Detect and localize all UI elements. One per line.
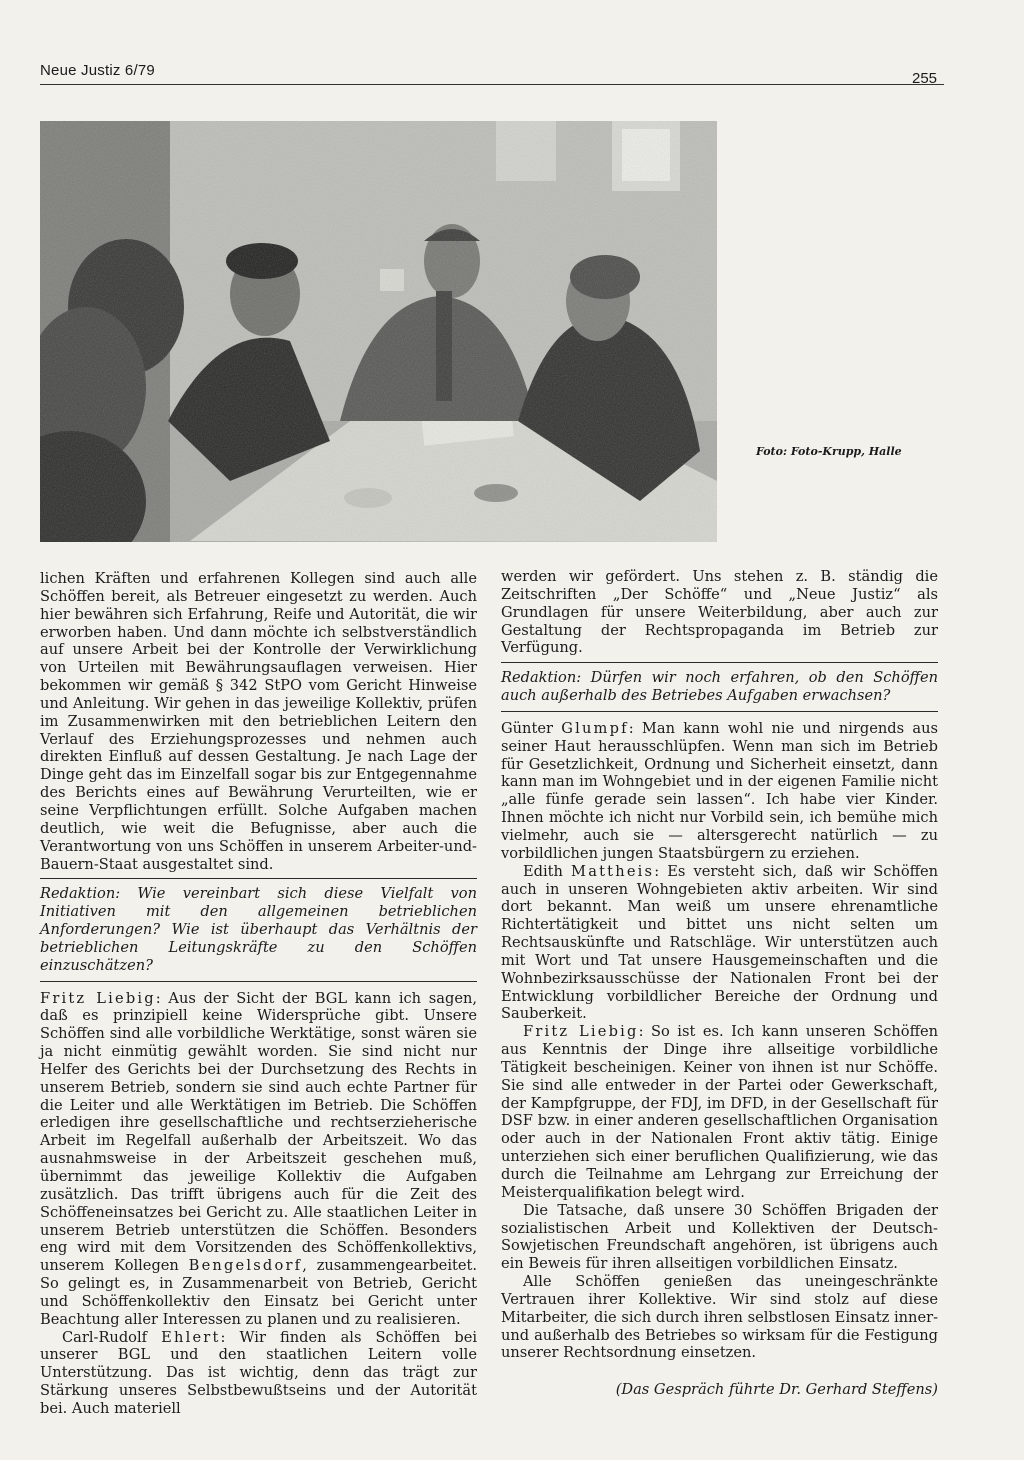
left-column bbox=[40, 570, 477, 1418]
body-paragraph bbox=[501, 720, 938, 863]
speaker-first-name: Carl-Rudolf bbox=[62, 1328, 148, 1346]
sign-off: (Das Gespräch führte Dr. Gerhard Steffens) bbox=[615, 1381, 938, 1398]
speaker-name: Glumpf bbox=[561, 719, 629, 737]
speaker-name: Mattheis bbox=[571, 862, 655, 880]
body-paragraph bbox=[40, 990, 477, 1329]
body-paragraph bbox=[501, 863, 938, 1024]
paragraph-text: : Man kann wohl nie und nirgends aus seiner Haut herausschlüpfen. Wenn man sich im Betrieb für Gesetzlichkeit, Ordnung und Sicherheit einsetzt, dann kann man im Wohngebiet und in der eigenen Familie nicht „alle fünfe gerade sein lassen“. Ich habe vier Kinder. Ihnen möchte ich nicht nur Vorbild sein, ich bemühe mich vielmehr, auch sie — altersgerecht natürlich — zu vorbildlichen jungen Staatsbürgern zu erziehen. bbox=[501, 719, 938, 862]
paragraph-text: : Wir finden als Schöffen bei unserer BGL und den staatlichen Leitern volle Unterstützung. Das ist wichtig, denn das trägt zur Stärkung unseres Selbstbewußtseins und der Autorität bei. Auch materiell bbox=[40, 1328, 478, 1417]
body-paragraph: lichen Kräften und erfahrenen Kollegen sind auch alle Schöffen bereit, als Betreuer eingesetzt zu werden. Auch hier bewähren sich Erfahrung, Reife und Autorität, die wir erworben haben. Und dann möchte ich selbstverständlich auf unsere Arbeit bei der Kontrolle der Verwirklichung von Urteilen mit Bewährungsauflagen verweisen. Hier bekommen wir gemäß § 342 StPO vom Gericht Hinweise und Anleitung. Wir gehen in das jeweilige Kollektiv, prüfen im Zusammenwirken mit den betrieblichen Leitern den Verlauf des Erziehungsprozesses und nehmen auch direkten Einfluß auf dessen Gestaltung. Je nach Lage der Dinge geht das im Einzelfall sogar bis zur Entgegennahme des Berichts eines auf Bewährung Verurteilten, wie er seine Verpflichtungen erfüllt. Solche Aufgaben machen deutlich, wie weit die Befugnisse, aber auch die Verantwortung von uns Schöffen in unserem Arbeiter-und-Bauern-Staat ausgestaltet sind. bbox=[40, 570, 477, 873]
meeting-photo bbox=[40, 121, 717, 542]
right-column bbox=[501, 568, 938, 1362]
paragraph-text: : Es versteht sich, daß wir Schöffen auch in unseren Wohngebieten aktiv arbeiten. Wir sind dort bekannt. Man weiß um unsere ehrenamtliche Richtertätigkeit und bittet uns nicht selten um Rechtsauskünfte und Ratschläge. Wir unterstützen auch mit Wort und Tat unsere Hausgemeinschaften und die Wohnbezirksausschüsse der Nationalen Front bei der Entwicklung vorbildlicher Bereiche der Ordnung und Sauberkeit. bbox=[501, 862, 939, 1023]
speaker-first-name: Günter bbox=[501, 719, 553, 737]
rule bbox=[501, 662, 938, 663]
speaker-name: Ehlert bbox=[161, 1328, 221, 1346]
body-paragraph: Alle Schöffen genießen das uneingeschränkte Vertrauen ihrer Kollektive. Wir sind stolz auf diese Mitarbeiter, die sich durch ihren selbstlosen Einsatz inner- und außerhalb des Betriebes so wirksam für die Festigung unserer Rechtsordnung einsetzen. bbox=[501, 1273, 938, 1362]
paragraph-text: , zusammengearbeitet. So gelingt es, in Zusammenarbeit von Betrieb, Gericht und Schöffenkollektiv den Einsatz bei Gericht unter Beachtung aller Interessen zu planen und zu realisieren. bbox=[40, 1257, 477, 1328]
page-number: 255 bbox=[912, 70, 938, 87]
rule bbox=[40, 981, 477, 982]
editorial-question: Redaktion: Wie vereinbart sich diese Vielfalt von Initiativen mit den allgemeinen betrieblichen Anforderungen? Wie ist überhaupt das Verhältnis der betrieblichen Leitungskräfte zu den Schöffen einzuschätzen? bbox=[40, 885, 477, 974]
body-paragraph bbox=[501, 1023, 938, 1201]
journal-title: Neue Justiz 6/79 bbox=[40, 62, 155, 79]
photo-credit: Foto: Foto-Krupp, Halle bbox=[756, 445, 902, 458]
editorial-question: Redaktion: Dürfen wir noch erfahren, ob den Schöffen auch außerhalb des Betriebes Aufgaben erwachsen? bbox=[501, 669, 938, 705]
person-name: Bengelsdorf bbox=[188, 1257, 303, 1275]
speaker-first-name: Edith bbox=[523, 862, 563, 880]
rule bbox=[501, 711, 938, 712]
speaker-name: Fritz Liebig bbox=[40, 989, 156, 1007]
header-rule bbox=[40, 84, 944, 85]
speaker-name: Fritz Liebig bbox=[523, 1023, 639, 1041]
paragraph-text: : Aus der Sicht der BGL kann ich sagen, daß es prinzipiell keine Widersprüche gibt. Unsere Schöffen sind alle vorbildliche Werktätige, sonst wären sie ja nicht einmütig gewählt worden. Sie sind nicht nur Helfer des Gerichts bei der Durchsetzung des Rechts in unserem Betrieb, sondern sie sind auch echte Partner für die Leiter und alle Werktätigen im Betrieb. Die Schöffen erledigen ihre gesellschaftliche und rechtserzieherische Arbeit im Regelfall außerhalb der Arbeitszeit. Wo das ausnahmsweise in der Arbeitszeit geschehen muß, übernimmt das jeweilige Kollektiv die Aufgaben zusätzlich. Das trifft übrigens auch für die Zeit des Schöffeneinsatzes bei Gericht zu. Alle staatlichen Leiter in unserem Betrieb unterstützen die Schöffen. Besonders eng wird mit dem Vorsitzenden des Schöffenkollektivs, unserem Kollegen bbox=[40, 989, 477, 1275]
body-paragraph bbox=[40, 1329, 477, 1418]
paragraph-text: : So ist es. Ich kann unseren Schöffen aus Kenntnis der Dinge ihre allseitige vorbildliche Tätigkeit bescheinigen. Keiner von ihnen ist nur Schöffe. Sie sind alle entweder in der Partei oder Gewerkschaft, der Kampfgruppe, der FDJ, im DFD, in der Gesellschaft für DSF bzw. in einer anderen gesellschaftlichen Organisation oder auch in der Nationalen Front aktiv tätig. Einige unterziehen sich einer beruflichen Qualifizierung, wie das durch die Teilnahme am Lehrgang zur Erreichung der Meisterqualifikation belegt wird. bbox=[501, 1023, 938, 1201]
body-paragraph: Die Tatsache, daß unsere 30 Schöffen Brigaden der sozialistischen Arbeit und Kollektiven der Deutsch-Sowjetischen Freundschaft angehören, ist übrigens auch ein Beweis für ihren allseitigen vorbildlichen Einsatz. bbox=[501, 1201, 938, 1273]
rule bbox=[40, 878, 477, 879]
body-paragraph: werden wir gefördert. Uns stehen z. B. ständig die Zeitschriften „Der Schöffe“ und „Neue Justiz“ als Grundlagen für unsere Weiterbildung, aber auch zur Gestaltung der Rechtspropaganda im Betrieb zur Verfügung. bbox=[501, 568, 938, 657]
